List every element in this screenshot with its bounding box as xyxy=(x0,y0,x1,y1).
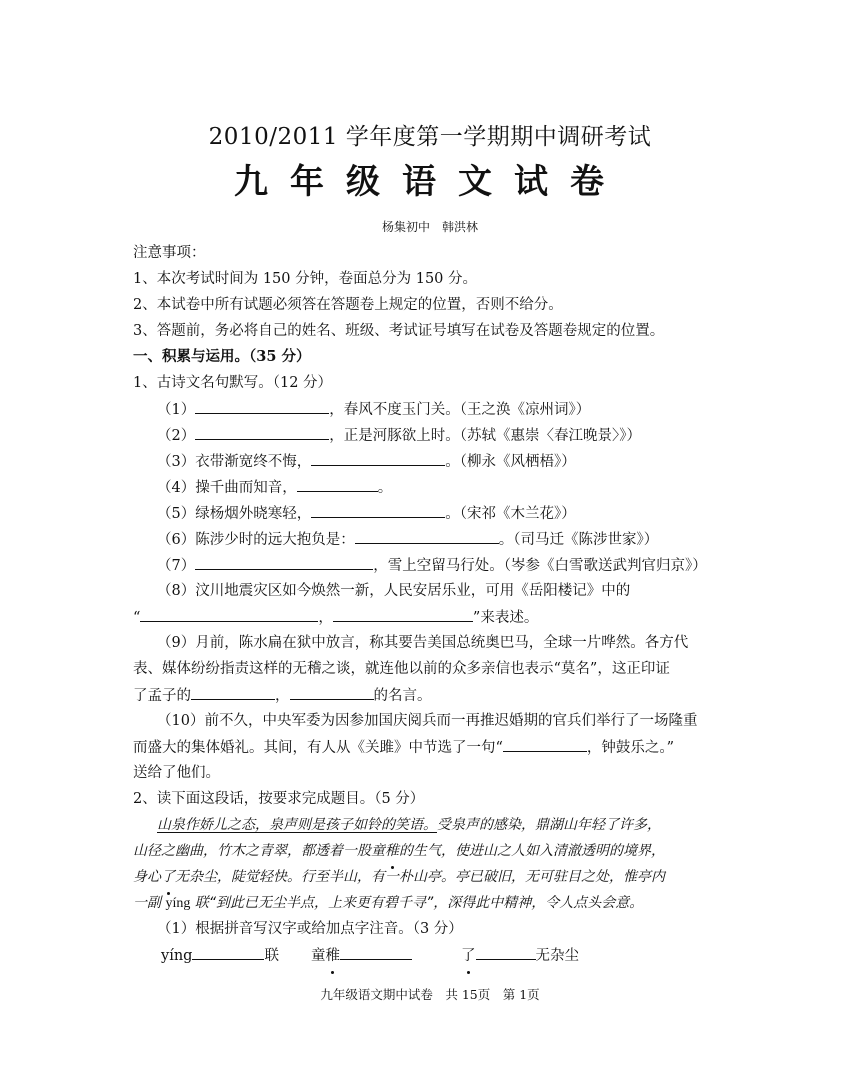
passage-line-3 xyxy=(133,864,727,890)
answer-item-2 xyxy=(311,942,461,969)
q1-item-8-tail: ”来表述。 xyxy=(472,610,539,626)
q2-sub1: （1）根据拼音写汉字或给加点字注音。（3 分） xyxy=(157,921,463,937)
answer-blank xyxy=(311,448,445,466)
q1-item-4 xyxy=(133,474,727,500)
q1-item-10-line3: 送给了他们。 xyxy=(133,765,220,781)
answer-blank xyxy=(355,526,499,544)
q1-item-6 xyxy=(133,526,727,552)
answer-blank xyxy=(476,942,536,960)
q1-item-9-l3-c: 的名言。 xyxy=(373,688,432,704)
q1-item-7-post: ，雪上空留马行处。（岑参《白雪歌送武判官归京》） xyxy=(373,558,707,574)
q1-item-1 xyxy=(133,396,727,422)
q1-item-1-pre: （1） xyxy=(157,402,196,418)
answer-blank xyxy=(333,604,473,622)
q1-item-5-pre: （5）绿杨烟外晓寒轻， xyxy=(157,506,312,522)
comma: ， xyxy=(275,688,290,704)
dotted-char-liao: 了 xyxy=(461,943,476,969)
dotted-char-zhi: 稚 xyxy=(385,838,399,864)
answer-3-after: 无杂尘 xyxy=(535,948,579,964)
q1-item-10-line2 xyxy=(133,734,727,760)
q1-item-9-line2: 表、媒体纷纷指责这样的无稽之谈，就连他以前的众多亲信也表示“莫名”，这正印证 xyxy=(133,661,670,677)
q1-item-9-line3 xyxy=(133,682,727,708)
q2-answer-row xyxy=(133,942,727,968)
q1-item-4-post: 。 xyxy=(377,480,393,496)
q1-item-7-pre: （7） xyxy=(157,558,196,574)
answer-blank xyxy=(191,682,275,700)
exam-body xyxy=(133,240,727,968)
q1-item-3-post: 。（柳永《风栖梧》） xyxy=(445,454,576,470)
q1-item-7 xyxy=(133,552,727,578)
notice-heading: 注意事项： xyxy=(133,245,206,261)
q1-item-2-post: ，正是河豚欲上时。（苏轼《惠崇〈春江晚景〉》） xyxy=(329,428,641,444)
passage-line-3-b: 无杂尘，陡觉轻快。行至半山，有一朴山亭。亭已破旧，无可驻目之处，惟亭内 xyxy=(175,869,665,885)
answer-blank xyxy=(503,734,587,752)
answer-blank xyxy=(195,396,329,414)
answer-2-before: 童 xyxy=(311,948,326,964)
passage-line-4 xyxy=(133,890,727,916)
q1-item-10-line1: （10）前不久，中央军委为因参加国庆阅兵而一再推迟婚期的官兵们举行了一场隆重 xyxy=(157,713,698,729)
q1-item-6-pre: （6）陈涉少时的远大抱负是： xyxy=(157,532,355,548)
exam-title-line2: 九年级语文试卷 xyxy=(234,162,626,202)
passage-line-4-a: 一副 xyxy=(133,895,166,911)
passage-line-2-a: 山径之幽曲，竹木之青翠，都透着一股童 xyxy=(133,843,385,859)
answer-1-after: 联 xyxy=(264,948,279,964)
page-footer: 九年级语文期中试卷 共 15页 第 1页 xyxy=(320,987,540,1002)
dotted-char-zhi: 稚 xyxy=(326,943,341,969)
dotted-char-liao: 了 xyxy=(161,864,175,890)
passage-line-2 xyxy=(133,838,727,864)
notice-item-3: 3、答题前，务必将自己的姓名、班级、考试证号填写在试卷及答题卷规定的位置。 xyxy=(133,323,665,339)
q1-item-2 xyxy=(133,422,727,448)
notice-item-2: 2、本试卷中所有试题必须答在答题卷上规定的位置，否则不给分。 xyxy=(133,297,563,313)
q1-item-5-post: 。（宋祁《木兰花》） xyxy=(445,506,576,522)
answer-blank xyxy=(192,942,264,960)
q1-item-8-line2 xyxy=(133,604,727,630)
pinyin-ying: yíng xyxy=(165,896,191,911)
q1-item-10-l2-b: ，钟鼓乐之。” xyxy=(586,740,675,756)
passage-line-3-a: 身心 xyxy=(133,869,161,885)
answer-blank xyxy=(140,604,318,622)
quote-open: “ xyxy=(133,610,141,626)
notice-item-1: 1、本次考试时间为 150 分钟，卷面总分为 150 分。 xyxy=(133,271,478,287)
q1-item-9-line1: （9）月前，陈水扁在狱中放言，称其要告美国总统奥巴马，全球一片哗然。各方代 xyxy=(157,635,689,651)
exam-title-line1: 2010/2011 学年度第一学期期中调研考试 xyxy=(208,124,652,150)
q1-item-10-l2-a: 而盛大的集体婚礼。其间，有人从《关雎》中节选了一句“ xyxy=(133,740,503,756)
q1-item-3 xyxy=(133,448,727,474)
author-line: 杨集初中 韩洪林 xyxy=(381,220,478,234)
q1-item-5 xyxy=(133,500,727,526)
answer-blank xyxy=(290,682,374,700)
q1-item-4-pre: （4）操千曲而知音， xyxy=(157,480,297,496)
passage-line-2-b: 的生气，使进山之人如入清澈透明的境界， xyxy=(399,843,665,859)
comma: ， xyxy=(318,610,333,626)
passage-line-1 xyxy=(133,812,727,838)
answer-item-1 xyxy=(161,942,311,969)
q2-title: 2、读下面这段话，按要求完成题目。（5 分） xyxy=(133,791,425,807)
answer-blank xyxy=(311,500,445,518)
answer-blank xyxy=(340,942,412,960)
answer-blank xyxy=(297,474,378,492)
passage-line-4-b: 联“到此已无尘半点，上来更有碧千寻”，深得此中精神，令人点头会意。 xyxy=(190,895,644,911)
q1-item-6-post: 。（司马迁《陈涉世家》） xyxy=(498,532,659,548)
passage-line-1-rest: 受泉声的感染，鼎湖山年轻了许多， xyxy=(437,817,661,833)
answer-blank xyxy=(195,422,329,440)
answer-blank xyxy=(195,552,373,570)
q1-title: 1、古诗文名句默写。（12 分） xyxy=(133,375,333,391)
q1-item-1-post: ，春风不度玉门关。（王之涣《凉州词》） xyxy=(329,402,591,418)
section1-heading: 一、积累与运用。（35 分） xyxy=(133,348,311,365)
answer-item-3 xyxy=(461,942,579,969)
passage-underlined-sentence: 山泉作娇儿之态，泉声则是孩子如铃的笑语。 xyxy=(157,817,437,833)
q1-item-9-l3-a: 了孟子的 xyxy=(133,688,191,704)
pinyin-label: yíng xyxy=(161,948,193,964)
q1-item-3-pre: （3）衣带渐宽终不悔， xyxy=(157,454,312,470)
q1-item-8-line1: （8）汶川地震灾区如今焕然一新，人民安居乐业，可用《岳阳楼记》中的 xyxy=(157,583,631,599)
q1-item-2-pre: （2） xyxy=(157,428,196,444)
